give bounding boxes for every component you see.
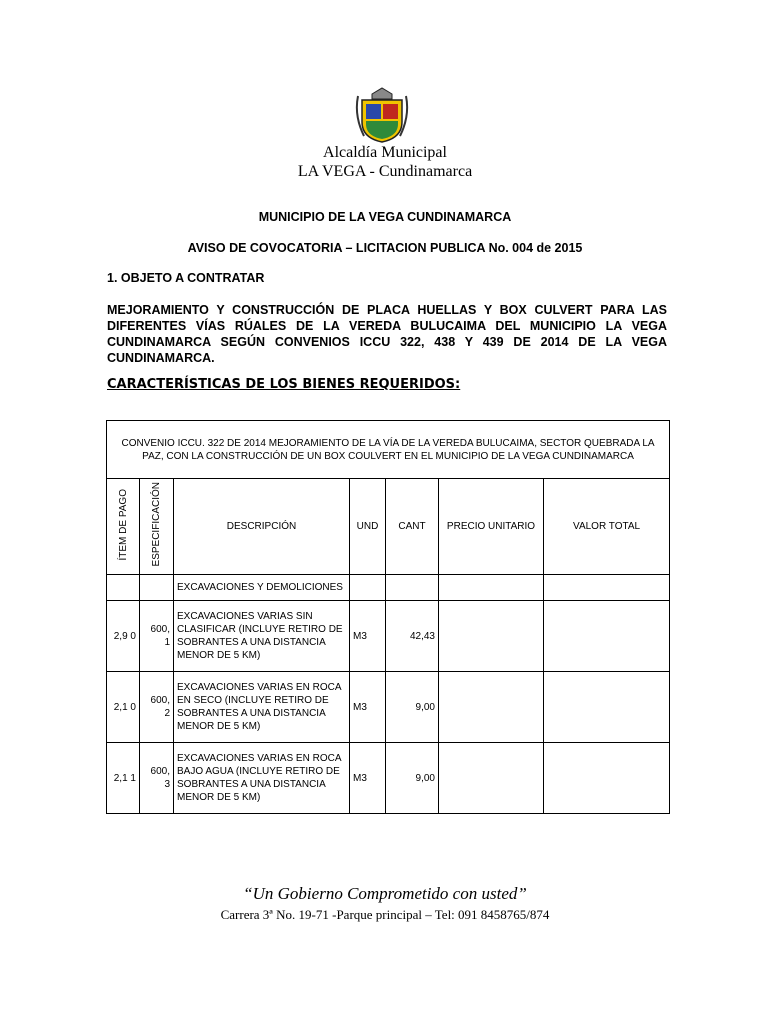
group-item-cell	[107, 575, 140, 601]
footer-slogan: “Un Gobierno Comprometido con usted”	[243, 884, 527, 903]
coat-of-arms-icon	[354, 86, 410, 144]
contract-object-text: MEJORAMIENTO Y CONSTRUCCIÓN DE PLACA HUELLAS Y BOX CULVERT PARA LAS DIFERENTES VÍAS RÚALES DE LA VEREDA BULUCAIMA DEL MUNICIPIO LA VEGA CUNDINAMARCA SEGÚN CONVENIOS ICCU 322, 438 Y 439 DE 2014 DE LA VEGA CUNDINAMARCA.	[107, 303, 667, 365]
header-item-label: ÍTEM DE PAGO	[117, 488, 129, 561]
group-cant-cell	[386, 575, 439, 601]
items-table	[106, 420, 670, 814]
group-valor-cell	[544, 575, 670, 601]
section-title: 1. OBJETO A CONTRATAR	[107, 271, 265, 285]
desc-cell: EXCAVACIONES VARIAS EN ROCA BAJO AGUA (INCLUYE RETIRO DE SOBRANTES A UNA DISTANCIA MENOR DE 5 KM)	[174, 743, 350, 814]
cant-cell: 9,00	[386, 672, 439, 743]
header-item	[107, 479, 140, 575]
org-location: LA VEGA - Cundinamarca	[297, 163, 473, 180]
group-precio-cell	[439, 575, 544, 601]
characteristics-heading: CARACTERÍSTICAS DE LOS BIENES REQUERIDOS:	[107, 377, 461, 392]
und-cell: M3	[350, 672, 386, 743]
precio-cell	[439, 672, 544, 743]
valor-cell	[544, 743, 670, 814]
desc-cell: EXCAVACIONES VARIAS SIN CLASIFICAR (INCLUYE RETIRO DE SOBRANTES A UNA DISTANCIA MENOR DE 5 KM)	[174, 601, 350, 672]
footer-address: Carrera 3ª No. 19-71 -Parque principal – Tel: 091 8458765/874	[220, 907, 550, 922]
org-name: Alcaldía Municipal	[323, 144, 447, 161]
group-und-cell	[350, 575, 386, 601]
notice-heading: AVISO DE COVOCATORIA – LICITACION PUBLICA No. 004 de 2015	[187, 241, 583, 255]
table-row	[107, 672, 670, 743]
cant-cell: 42,43	[386, 601, 439, 672]
header-espec-label: ESPECIFICACIÓN	[151, 482, 162, 567]
item-cell: 2,9 0	[107, 601, 140, 672]
table-row	[107, 601, 670, 672]
table-row	[107, 743, 670, 814]
valor-cell	[544, 601, 670, 672]
municipality-heading: MUNICIPIO DE LA VEGA CUNDINAMARCA	[258, 210, 512, 224]
und-cell: M3	[350, 601, 386, 672]
header-und: UND	[350, 479, 386, 575]
group-label: EXCAVACIONES Y DEMOLICIONES	[174, 575, 350, 601]
header-valor: VALOR TOTAL	[544, 479, 670, 575]
desc-cell: EXCAVACIONES VARIAS EN ROCA EN SECO (INCLUYE RETIRO DE SOBRANTES A UNA DISTANCIA MENOR DE 5 KM)	[174, 672, 350, 743]
valor-cell	[544, 672, 670, 743]
espec-cell: 600, 2	[140, 672, 174, 743]
header-cant: CANT	[386, 479, 439, 575]
cant-cell: 9,00	[386, 743, 439, 814]
header-desc: DESCRIPCIÓN	[174, 479, 350, 575]
espec-cell: 600, 3	[140, 743, 174, 814]
group-espec-cell	[140, 575, 174, 601]
precio-cell	[439, 743, 544, 814]
header-precio: PRECIO UNITARIO	[439, 479, 544, 575]
item-cell: 2,1 1	[107, 743, 140, 814]
item-cell: 2,1 0	[107, 672, 140, 743]
table-title: CONVENIO ICCU. 322 DE 2014 MEJORAMIENTO DE LA VÍA DE LA VEREDA BULUCAIMA, SECTOR QUEBRADA LA PAZ, CON LA CONSTRUCCIÓN DE UN BOX COULVERT EN EL MUNICIPIO DE LA VEGA CUNDINAMARCA	[107, 421, 670, 479]
espec-cell: 600, 1	[140, 601, 174, 672]
und-cell: M3	[350, 743, 386, 814]
header-espec	[140, 479, 174, 575]
precio-cell	[439, 601, 544, 672]
